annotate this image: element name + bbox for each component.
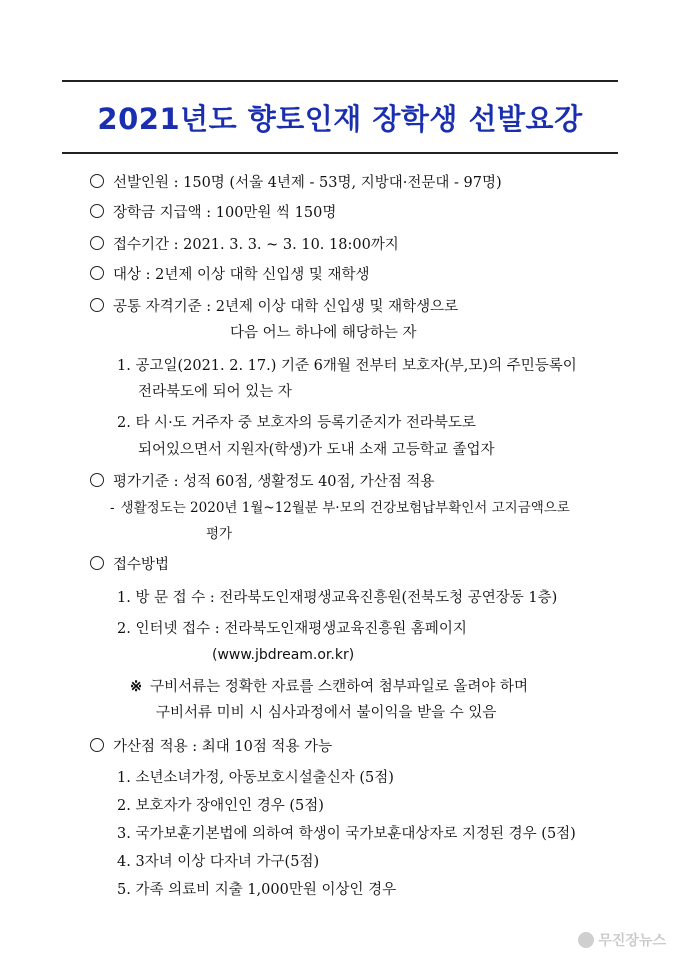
qualification-item-1b: 전라북도에 되어 있는 자 xyxy=(138,384,292,400)
notice-text: 구비서류는 정확한 자료를 스캔하여 첨부파일로 올려야 하며 xyxy=(150,679,528,695)
period-text: 접수기간 : 2021. 3. 3. ~ 3. 10. 18:00까지 xyxy=(113,237,399,253)
method-text: 접수방법 xyxy=(113,557,170,573)
evaluation-note-line xyxy=(110,498,570,518)
target-line xyxy=(90,265,369,285)
logo-icon xyxy=(578,932,594,948)
bonus-item-4: 4. 3자녀 이상 다자녀 가구(5점) xyxy=(117,854,320,870)
bonus-text: 가산점 적용 : 최대 10점 적용 가능 xyxy=(113,739,333,755)
evaluation-note-cont: 평가 xyxy=(206,526,233,542)
circle-bullet-icon xyxy=(90,298,104,312)
circle-bullet-icon xyxy=(90,738,104,752)
qualification-text: 공통 자격기준 : 2년제 이상 대학 신입생 및 재학생으로 xyxy=(113,299,459,315)
reference-mark-icon: ※ xyxy=(130,678,143,695)
method-item-2: 2. 인터넷 접수 : 전라북도인재평생교육진흥원 홈페이지 xyxy=(117,621,467,637)
watermark xyxy=(578,930,666,950)
circle-bullet-icon xyxy=(90,473,104,487)
circle-bullet-icon xyxy=(90,204,104,218)
page-title: 2021년도 향토인재 장학생 선발요강 xyxy=(97,101,583,136)
qualification-item-2b: 되어있으면서 지원자(학생)가 도내 소재 고등학교 졸업자 xyxy=(138,442,495,458)
evaluation-line xyxy=(90,472,434,492)
notice-cont: 구비서류 미비 시 심사과정에서 불이익을 받을 수 있음 xyxy=(156,705,497,721)
method-url: (www.jbdream.or.kr) xyxy=(212,647,355,663)
bonus-item-3: 3. 국가보훈기본법에 의하여 학생이 국가보훈대상자로 지정된 경우 (5점) xyxy=(117,826,576,842)
evaluation-note-text: 생활정도는 2020년 1월~12월분 부·모의 건강보험납부확인서 고지금액으로 xyxy=(120,500,570,516)
qualification-line xyxy=(90,297,458,317)
amount-text: 장학금 지급액 : 100만원 씩 150명 xyxy=(113,205,337,221)
bonus-line xyxy=(90,737,332,757)
dash-bullet-icon: - xyxy=(110,500,115,516)
bonus-item-2: 2. 보호자가 장애인인 경우 (5점) xyxy=(117,798,324,814)
watermark-text: 무진장뉴스 xyxy=(598,933,666,949)
method-item-1: 1. 방 문 접 수 : 전라북도인재평생교육진흥원(전북도청 공연장동 1층) xyxy=(117,590,558,606)
title-box xyxy=(62,80,618,154)
target-text: 대상 : 2년제 이상 대학 신입생 및 재학생 xyxy=(113,267,370,283)
amount-line xyxy=(90,203,336,223)
circle-bullet-icon xyxy=(90,236,104,250)
bonus-item-1: 1. 소년소녀가정, 아동보호시설출신자 (5점) xyxy=(117,770,394,786)
bonus-item-5: 5. 가족 의료비 지출 1,000만원 이상인 경우 xyxy=(117,882,397,898)
notice-line xyxy=(130,677,528,697)
recruits-line xyxy=(90,173,502,193)
qualification-sub: 다음 어느 하나에 해당하는 자 xyxy=(230,325,417,341)
circle-bullet-icon xyxy=(90,266,104,280)
circle-bullet-icon xyxy=(90,556,104,570)
qualification-item-1a: 1. 공고일(2021. 2. 17.) 기준 6개월 전부터 보호자(부,모)의 주민등록이 xyxy=(117,358,577,374)
evaluation-text: 평가기준 : 성적 60점, 생활정도 40점, 가산점 적용 xyxy=(113,474,435,490)
qualification-item-2a: 2. 타 시·도 거주자 중 보호자의 등록기준지가 전라북도로 xyxy=(117,415,476,431)
method-line xyxy=(90,555,169,575)
recruits-text: 선발인원 : 150명 (서울 4년제 - 53명, 지방대·전문대 - 97명) xyxy=(113,175,502,191)
period-line xyxy=(90,235,399,255)
circle-bullet-icon xyxy=(90,174,104,188)
